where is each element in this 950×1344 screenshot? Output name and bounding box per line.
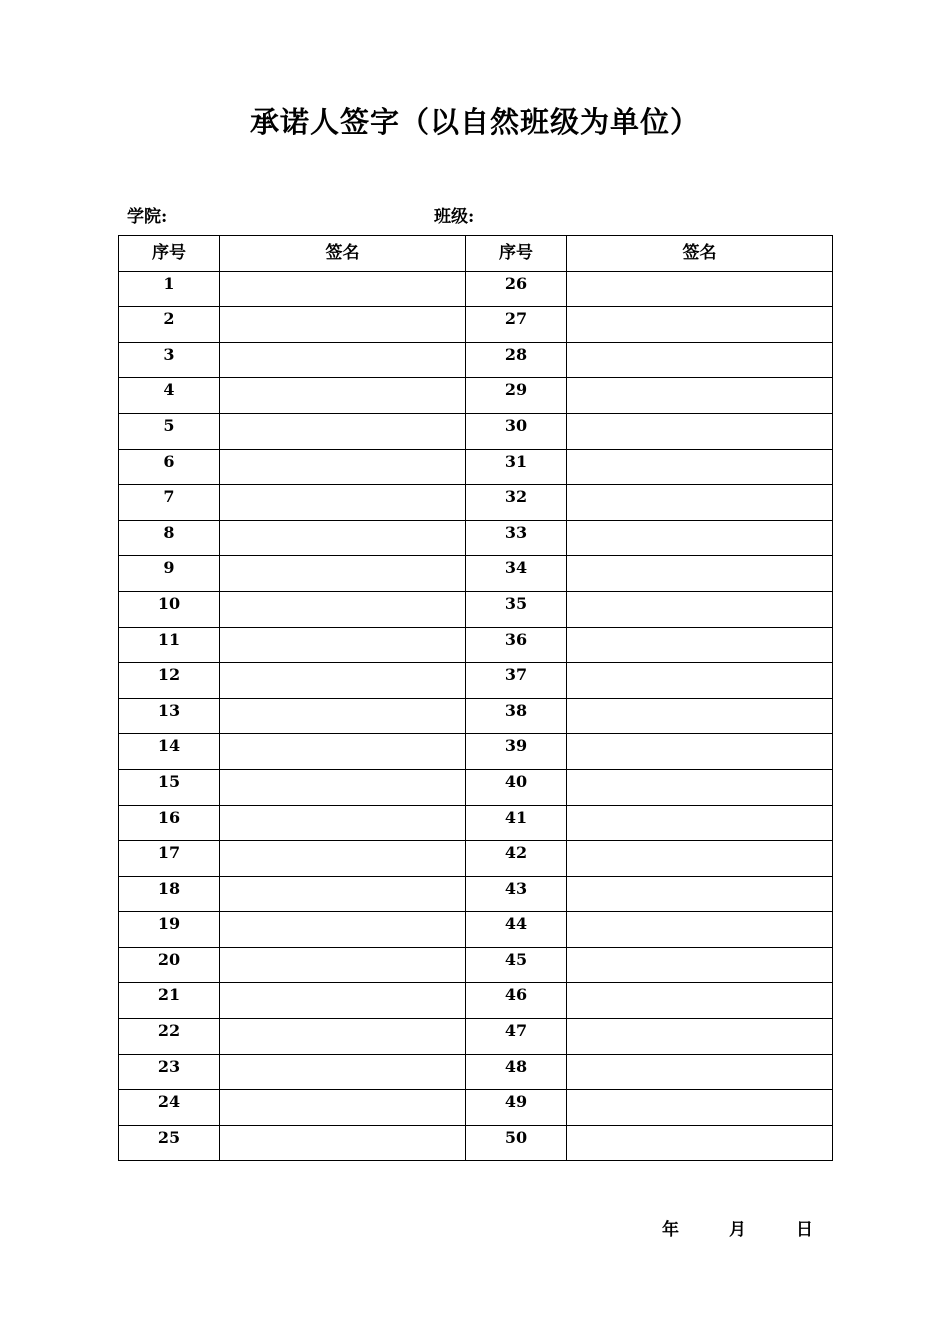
row-number-left: 2 [119, 307, 220, 343]
row-number-left: 9 [119, 556, 220, 592]
signature-cell-left[interactable] [220, 413, 466, 449]
table-row [119, 1125, 833, 1161]
row-number-left: 21 [119, 983, 220, 1019]
page-title: 承诺人签字（以自然班级为单位） [249, 105, 700, 139]
row-number-left: 17 [119, 841, 220, 877]
signature-cell-right[interactable] [567, 627, 833, 663]
signature-cell-left[interactable] [220, 307, 466, 343]
table-row [119, 769, 833, 805]
header-number-right: 序号 [466, 236, 567, 272]
signature-cell-left[interactable] [220, 1125, 466, 1161]
table-row [119, 342, 833, 378]
row-number-right: 29 [466, 378, 567, 414]
table-row [119, 734, 833, 770]
row-number-right: 43 [466, 876, 567, 912]
signature-cell-right[interactable] [567, 556, 833, 592]
signature-cell-left[interactable] [220, 378, 466, 414]
table-row [119, 876, 833, 912]
table-row [119, 841, 833, 877]
row-number-left: 1 [119, 271, 220, 307]
header-signature-right: 签名 [567, 236, 833, 272]
row-number-left: 3 [119, 342, 220, 378]
signature-cell-right[interactable] [567, 805, 833, 841]
row-number-right: 38 [466, 698, 567, 734]
signature-cell-left[interactable] [220, 947, 466, 983]
table-row [119, 947, 833, 983]
row-number-left: 15 [119, 769, 220, 805]
row-number-left: 4 [119, 378, 220, 414]
signature-cell-right[interactable] [567, 841, 833, 877]
signature-cell-right[interactable] [567, 1125, 833, 1161]
row-number-left: 5 [119, 413, 220, 449]
college-label: 学院: [127, 207, 168, 227]
signature-cell-left[interactable] [220, 841, 466, 877]
table-row [119, 663, 833, 699]
row-number-left: 14 [119, 734, 220, 770]
row-number-left: 8 [119, 520, 220, 556]
signature-cell-right[interactable] [567, 947, 833, 983]
table-row [119, 1019, 833, 1055]
table-row [119, 805, 833, 841]
signature-cell-left[interactable] [220, 342, 466, 378]
row-number-right: 27 [466, 307, 567, 343]
signature-cell-left[interactable] [220, 805, 466, 841]
signature-cell-left[interactable] [220, 663, 466, 699]
signature-cell-left[interactable] [220, 876, 466, 912]
signature-cell-right[interactable] [567, 591, 833, 627]
header-row [119, 236, 833, 272]
row-number-left: 16 [119, 805, 220, 841]
table-row [119, 983, 833, 1019]
signature-cell-left[interactable] [220, 271, 466, 307]
row-number-left: 19 [119, 912, 220, 948]
signature-cell-right[interactable] [567, 983, 833, 1019]
table-row [119, 698, 833, 734]
signature-cell-right[interactable] [567, 520, 833, 556]
signature-cell-left[interactable] [220, 1090, 466, 1126]
signature-cell-right[interactable] [567, 485, 833, 521]
row-number-left: 24 [119, 1090, 220, 1126]
row-number-left: 6 [119, 449, 220, 485]
signature-cell-left[interactable] [220, 449, 466, 485]
table-row [119, 378, 833, 414]
signature-cell-right[interactable] [567, 1054, 833, 1090]
row-number-right: 50 [466, 1125, 567, 1161]
signature-cell-right[interactable] [567, 734, 833, 770]
signature-cell-left[interactable] [220, 769, 466, 805]
signature-cell-right[interactable] [567, 413, 833, 449]
row-number-right: 28 [466, 342, 567, 378]
signature-cell-right[interactable] [567, 378, 833, 414]
row-number-right: 48 [466, 1054, 567, 1090]
row-number-left: 12 [119, 663, 220, 699]
row-number-left: 13 [119, 698, 220, 734]
signature-cell-right[interactable] [567, 912, 833, 948]
row-number-right: 41 [466, 805, 567, 841]
signature-cell-left[interactable] [220, 698, 466, 734]
table-row [119, 912, 833, 948]
row-number-right: 47 [466, 1019, 567, 1055]
row-number-left: 25 [119, 1125, 220, 1161]
row-number-left: 23 [119, 1054, 220, 1090]
row-number-left: 18 [119, 876, 220, 912]
row-number-right: 49 [466, 1090, 567, 1126]
row-number-right: 45 [466, 947, 567, 983]
table-row [119, 413, 833, 449]
signature-cell-right[interactable] [567, 307, 833, 343]
table-row [119, 520, 833, 556]
table-row [119, 556, 833, 592]
row-number-left: 22 [119, 1019, 220, 1055]
row-number-left: 20 [119, 947, 220, 983]
signature-cell-right[interactable] [567, 449, 833, 485]
signature-cell-left[interactable] [220, 556, 466, 592]
row-number-right: 39 [466, 734, 567, 770]
signature-cell-left[interactable] [220, 627, 466, 663]
table-row [119, 1054, 833, 1090]
signature-cell-right[interactable] [567, 698, 833, 734]
signature-cell-right[interactable] [567, 1090, 833, 1126]
date-year-label: 年 [662, 1220, 679, 1240]
row-number-left: 10 [119, 591, 220, 627]
header-signature-left: 签名 [220, 236, 466, 272]
row-number-right: 46 [466, 983, 567, 1019]
header-number-left: 序号 [119, 236, 220, 272]
row-number-right: 40 [466, 769, 567, 805]
table-row [119, 485, 833, 521]
signature-table [118, 235, 833, 1161]
signature-cell-left[interactable] [220, 485, 466, 521]
class-label: 班级: [434, 207, 475, 227]
table-row [119, 271, 833, 307]
signature-cell-right[interactable] [567, 876, 833, 912]
row-number-right: 33 [466, 520, 567, 556]
table-row [119, 1090, 833, 1126]
date-day-label: 日 [796, 1220, 813, 1240]
signature-cell-left[interactable] [220, 983, 466, 1019]
signature-cell-right[interactable] [567, 663, 833, 699]
signature-cell-right[interactable] [567, 271, 833, 307]
row-number-right: 36 [466, 627, 567, 663]
signature-cell-right[interactable] [567, 769, 833, 805]
signature-cell-left[interactable] [220, 591, 466, 627]
row-number-right: 32 [466, 485, 567, 521]
row-number-right: 30 [466, 413, 567, 449]
row-number-left: 7 [119, 485, 220, 521]
row-number-right: 35 [466, 591, 567, 627]
row-number-right: 44 [466, 912, 567, 948]
signature-cell-left[interactable] [220, 734, 466, 770]
signature-cell-left[interactable] [220, 1054, 466, 1090]
table-row [119, 307, 833, 343]
signature-cell-left[interactable] [220, 912, 466, 948]
row-number-right: 37 [466, 663, 567, 699]
signature-cell-left[interactable] [220, 1019, 466, 1055]
row-number-right: 34 [466, 556, 567, 592]
table-row [119, 449, 833, 485]
signature-cell-left[interactable] [220, 520, 466, 556]
signature-cell-right[interactable] [567, 1019, 833, 1055]
row-number-right: 42 [466, 841, 567, 877]
row-number-left: 11 [119, 627, 220, 663]
row-number-right: 26 [466, 271, 567, 307]
table-row [119, 591, 833, 627]
date-month-label: 月 [729, 1220, 746, 1240]
signature-cell-right[interactable] [567, 342, 833, 378]
row-number-right: 31 [466, 449, 567, 485]
table-row [119, 627, 833, 663]
